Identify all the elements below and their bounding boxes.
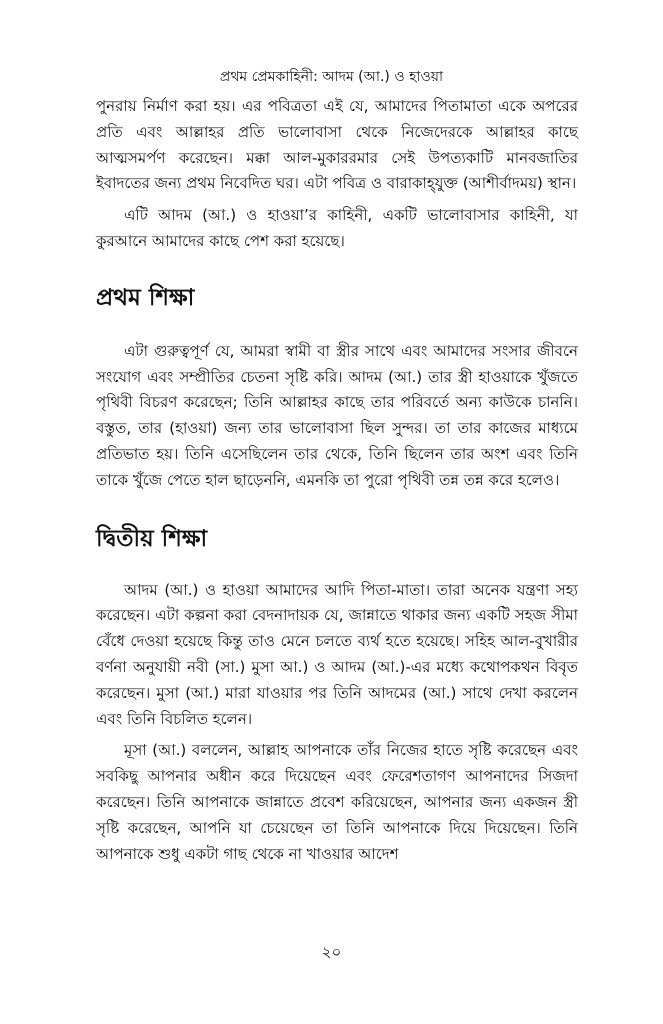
page-number: ২০ [321,943,342,961]
section-heading-first-lesson: প্রথম শিক্ষা [96,284,195,311]
paragraph-second-lesson-1: আদম (আ.) ও হাওয়া আমাদের আদি পিতা-মাতা। তারা অনেক যন্ত্রণা সহ্য করেছেন। এটা কল্পনা করা বেদনাদায়ক যে, জান্নাতে থাকার জন্য একটি সহজ সীমা বেঁধে দেওয়া হয়েছে কিন্তু তাও মেনে চলতে ব্যর্থ হতে হয়েছে। সহিহ আল-বুখারীর বর্ণনা অনুযায়ী নবী (সা.) মুসা আ.) ও আদম (আ.)-এর মধ্যে কথোপকথন বিবৃত করেছেন। মুসা (আ.) মারা যাওয়ার পর তিনি আদমের (আ.) সাথে দেখা করলেন এবং তিনি বিচলিত হলেন। [96,580,578,728]
running-head: প্রথম প্রেমকাহিনী: আদম (আ.) ও হাওয়া [219,69,444,85]
paragraph-continued: পুনরায় নির্মাণ করা হয়। এর পবিত্রতা এই যে, আমাদের পিতামাতা একে অপরের প্রতি এবং আল্লাহর প্রতি ভালোবাসা থেকে নিজেদেরকে আল্লাহর কাছে আত্মসমর্পণ করেছেন। মক্কা আল-মুকাররমার সেই উপত্যকাটি মানবজাতির ইবাদতের জন্য প্রথম নিবেদিত ঘর। এটা পবিত্র ও বারাকাহ্‌যুক্ত (আশীর্বাদময়) স্থান। [96,97,578,193]
paragraph-first-lesson: এটা গুরুত্বপূর্ণ যে, আমরা স্বামী বা স্ত্রীর সাথে এবং আমাদের সংসার জীবনে সংযোগ এবং সম্প্রীতির চেতনা সৃষ্টি করি। আদম (আ.) তার স্ত্রী হাওয়াকে খুঁজতে পৃথিবী বিচরণ করেছেন; তিনি আল্লাহর কাছে তার পরিবর্তে অন্য কাউকে চাননি। বস্তুত, তার (হাওয়া) জন্য তার ভালোবাসা ছিল সুন্দর। তা তার কাজের মাধ্যমে প্রতিভাত হয়। তিনি এসেছিলেন তার থেকে, তিনি ছিলেন তার অংশ এবং তিনি তাকে খুঁজে পেতে হাল ছাড়েননি, এমনকি তা পুরো পৃথিবী তন্ন তন্ন করে হলেও। [96,341,578,489]
section-heading-second-lesson: দ্বিতীয় শিক্ষা [96,525,208,552]
page-body [96,94,578,867]
paragraph-second-lesson-2: মূসা (আ.) বললেন, আল্লাহ আপনাকে তাঁর নিজের হাতে সৃষ্টি করেছেন এবং সবকিছু আপনার অধীন করে দিয়েছেন এবং ফেরেশতাগণ আপনাদের সিজদা করেছেন। তিনি আপনাকে জান্নাতে প্রবেশ করিয়েছেন, আপনার জন্য একজন স্ত্রী সৃষ্টি করেছেন, আপনি যা চেয়েছেন তা তিনি আপনাকে দিয়ে দিয়েছেন। তিনি আপনাকে শুধু একটা গাছ থেকে না খাওয়ার আদেশ [96,741,578,863]
paragraph-story-intro: এটি আদম (আ.) ও হাওয়া’র কাহিনী, একটি ভালোবাসার কাহিনী, যা কুরআনে আমাদের কাছে পেশ করা হয়েছে। [96,206,578,250]
